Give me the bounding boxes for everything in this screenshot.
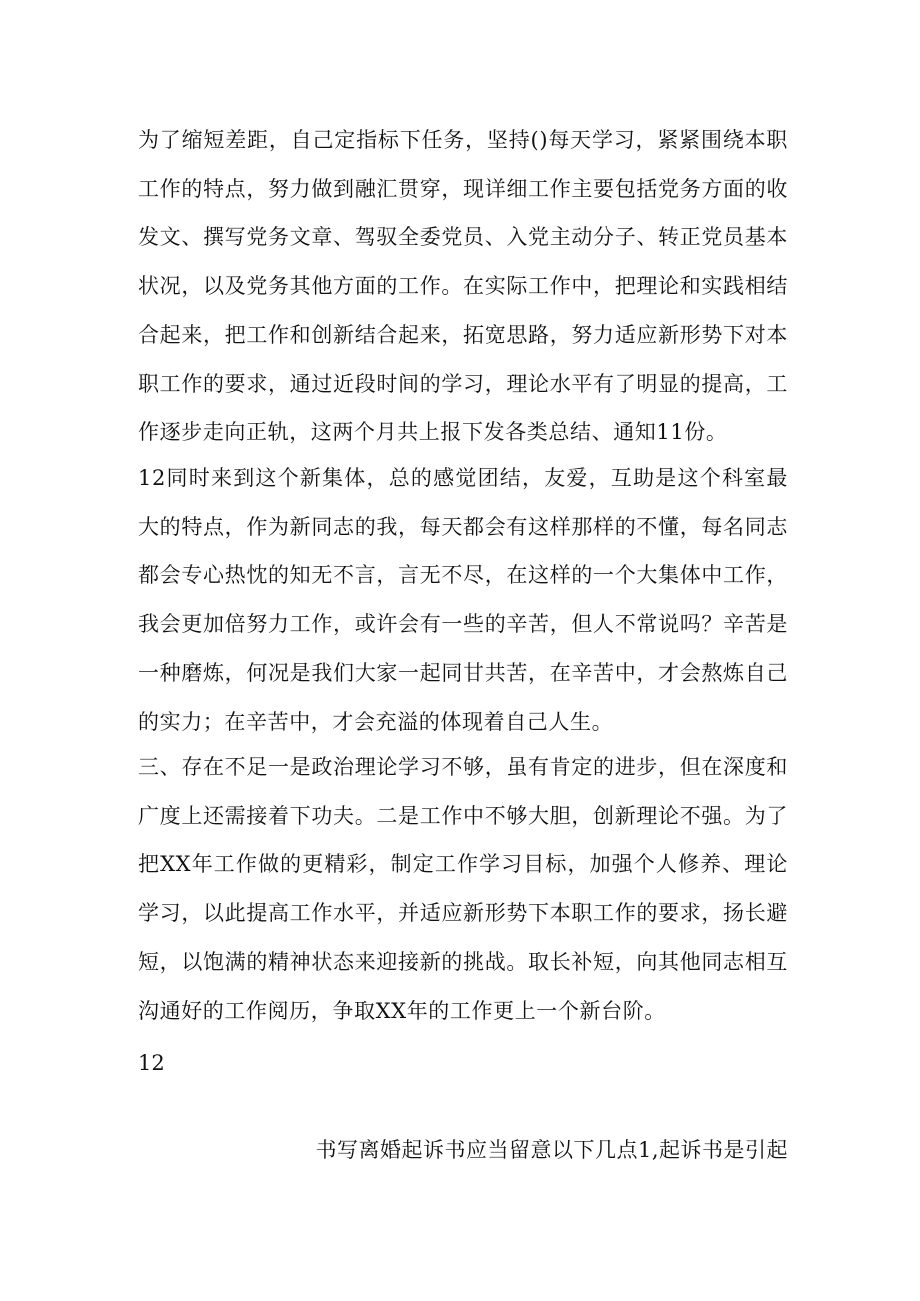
body-paragraph-2: 12同时来到这个新集体，总的感觉团结，友爱，互助是这个科室最大的特点，作为新同志的我，每天都会有这样那样的不懂，每名同志都会专心热忱的知无不言，言无不尽，在这样的一个大集体中工作，我会更加倍努力工作，或许会有一些的辛苦，但人不常说吗？辛苦是一种磨炼，何况是我们大家一起同甘共苦，在辛苦中，才会熬炼自己的实力；在辛苦中，才会充溢的体现着自己人生。 [138,466,788,734]
body-paragraph-1: 为了缩短差距，自己定指标下任务，坚持()每天学习，紧紧围绕本职工作的特点，努力做到融汇贯穿，现详细工作主要包括党务方面的收发文、撰写党务文章、驾驭全委党员、入党主动分子、转正党员基本状况，以及党务其他方面的工作。在实际工作中，把理论和实践相结合起来，把工作和创新结合起来，拓宽思路，努力适应新形势下对本职工作的要求，通过近段时间的学习，理论水平有了明显的提高，工作逐步走向正轨，这两个月共上报下发各类总结、通知11份。 [138,128,788,445]
page-number: 12 [138,1051,165,1075]
next-section-line: 书写离婚起诉书应当留意以下几点1,起诉书是引起 [315,1138,788,1162]
body-paragraph-3: 三、存在不足一是政治理论学习不够，虽有肯定的进步，但在深度和广度上还需接着下功夫。二是工作中不够大胆，创新理论不强。为了把XX年工作做的更精彩，制定工作学习目标，加强个人修养、理论学习，以此提高工作水平，并适应新形势下本职工作的要求，扬长避短，以饱满的精神状态来迎接新的挑战。取长补短，向其他同志相互沟通好的工作阅历，争取XX年的工作更上一个新台阶。 [138,755,788,1023]
